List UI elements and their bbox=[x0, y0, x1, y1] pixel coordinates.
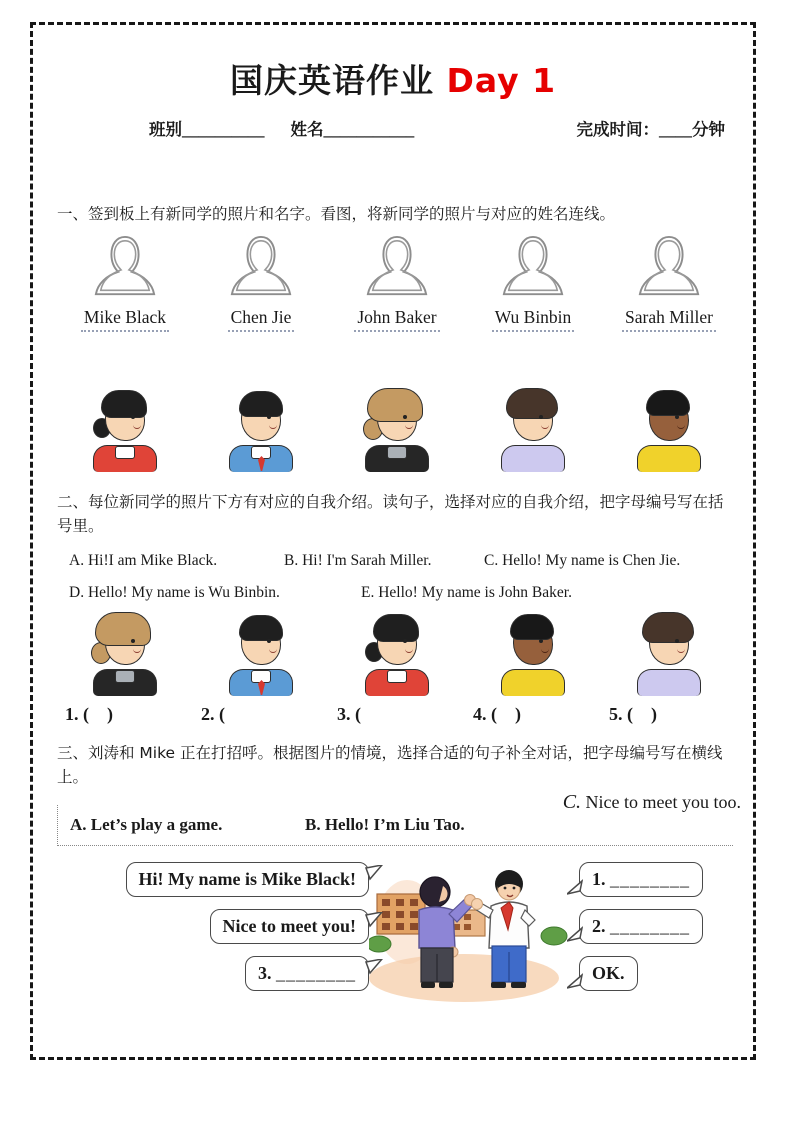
bubble-tail-icon bbox=[365, 959, 383, 975]
person-silhouette-icon bbox=[222, 234, 300, 300]
student-photo-boy-yellow-shirt bbox=[487, 612, 579, 696]
speech-bubble-blank-3[interactable]: 3. ________ bbox=[245, 956, 369, 991]
person-silhouette-icon bbox=[630, 234, 708, 300]
option-c-letter: C. bbox=[562, 791, 582, 814]
silhouette-cell bbox=[193, 234, 329, 305]
bubble-tail-icon bbox=[567, 926, 583, 942]
section2-options-row1 bbox=[57, 552, 729, 570]
student-name-label[interactable]: Chen Jie bbox=[228, 307, 295, 332]
option-b: B. Hello! I’m Liu Tao. bbox=[305, 815, 465, 835]
speech-bubble-ok: OK. bbox=[579, 956, 638, 991]
bush bbox=[369, 936, 391, 952]
student-name-label[interactable]: Mike Black bbox=[81, 307, 169, 332]
name-blank-field[interactable]: 姓名___________ bbox=[290, 120, 415, 139]
section3-instruction: 三、刘涛和 Mike 正在打招呼。根据图片的情境，选择合适的句子补全对话，把字母编号写在横线上。 bbox=[57, 744, 723, 787]
speech-bubble-nice-to-meet: Nice to meet you! bbox=[210, 909, 369, 944]
person-silhouette-icon bbox=[86, 234, 164, 300]
time-blank-field[interactable]: 完成时间：____分钟 bbox=[576, 120, 725, 139]
answer-blank-4[interactable]: 4. ( ) bbox=[473, 704, 521, 725]
speech-bubble-blank-1[interactable]: 1. ________ bbox=[579, 862, 703, 897]
page-title-day: Day 1 bbox=[446, 61, 557, 100]
answer-blank-2[interactable]: 2. ( bbox=[201, 704, 225, 725]
person-silhouette-icon bbox=[358, 234, 436, 300]
option-b: B. Hi! I'm Sarah Miller. bbox=[284, 552, 432, 570]
silhouette-cell bbox=[57, 234, 193, 305]
option-e: E. Hello! My name is John Baker. bbox=[361, 584, 572, 602]
bush bbox=[541, 927, 567, 945]
speech-bubble-mike-intro: Hi! My name is Mike Black! bbox=[126, 862, 369, 897]
dialogue-area bbox=[57, 856, 729, 1006]
student-photo-boy-curly-hair bbox=[623, 612, 715, 696]
section2-photos-row bbox=[57, 612, 737, 696]
option-c: C. Hello! My name is Chen Jie. bbox=[484, 552, 681, 570]
speech-bubble-blank-2[interactable]: 2. ________ bbox=[579, 909, 703, 944]
names-row bbox=[57, 305, 737, 332]
section2-instruction: 二、每位新同学的照片下方有对应的自我介绍。读句子，选择对应的自我介绍，把字母编号写在括号里。 bbox=[57, 493, 724, 536]
student-photo-girl-tan-hair bbox=[351, 388, 443, 472]
bubble-tail-icon bbox=[365, 912, 383, 928]
worksheet-page bbox=[33, 25, 753, 1057]
student-photo-girl-tan-hair bbox=[79, 612, 171, 696]
answer-blank-3[interactable]: 3. ( bbox=[337, 704, 361, 725]
option-d: D. Hello! My name is Wu Binbin. bbox=[69, 584, 280, 602]
right-speech-bubbles bbox=[579, 856, 729, 991]
page-title-black: 国庆英语作业 bbox=[229, 61, 434, 100]
student-photo-boy-curly-hair bbox=[487, 388, 579, 472]
student-photo-girl-red-dress bbox=[79, 388, 171, 472]
silhouette-row bbox=[57, 234, 737, 305]
section1-photos-row bbox=[57, 388, 737, 472]
student-info-row bbox=[57, 116, 729, 140]
section2-options-row2 bbox=[57, 584, 729, 602]
silhouette-cell bbox=[601, 234, 737, 305]
student-name-label[interactable]: Sarah Miller bbox=[622, 307, 716, 332]
section2-answer-blanks bbox=[57, 704, 737, 725]
student-name-label[interactable]: Wu Binbin bbox=[492, 307, 575, 332]
page-title bbox=[57, 55, 729, 102]
option-a: A. Hi!I am Mike Black. bbox=[69, 552, 218, 570]
bubble-tail-icon bbox=[567, 879, 583, 895]
class-blank-field[interactable]: 班别__________ bbox=[149, 120, 265, 139]
student-photo-girl-red-dress bbox=[351, 612, 443, 696]
bubble-tail-icon bbox=[365, 865, 383, 881]
student-name-label[interactable]: John Baker bbox=[354, 307, 439, 332]
silhouette-cell bbox=[465, 234, 601, 305]
student-photo-boy-blue-jacket bbox=[215, 388, 307, 472]
option-a: A. Let’s play a game. bbox=[70, 815, 223, 835]
student-photo-boy-blue-jacket bbox=[215, 612, 307, 696]
section3-options-box bbox=[57, 791, 741, 846]
option-c-text: Nice to meet you too. bbox=[581, 792, 741, 813]
silhouette-cell bbox=[329, 234, 465, 305]
student-photo-boy-yellow-shirt bbox=[623, 388, 715, 472]
answer-blank-1[interactable]: 1. ( ) bbox=[65, 704, 113, 725]
greeting-scene-illustration bbox=[369, 856, 569, 1006]
answer-blank-5[interactable]: 5. ( ) bbox=[609, 704, 657, 725]
section1-instruction: 一、签到板上有新同学的照片和名字。看图，将新同学的照片与对应的姓名连线。 bbox=[57, 205, 616, 223]
person-silhouette-icon bbox=[494, 234, 572, 300]
left-speech-bubbles bbox=[57, 856, 369, 991]
bubble-tail-icon bbox=[567, 973, 583, 989]
option-c bbox=[563, 791, 741, 814]
